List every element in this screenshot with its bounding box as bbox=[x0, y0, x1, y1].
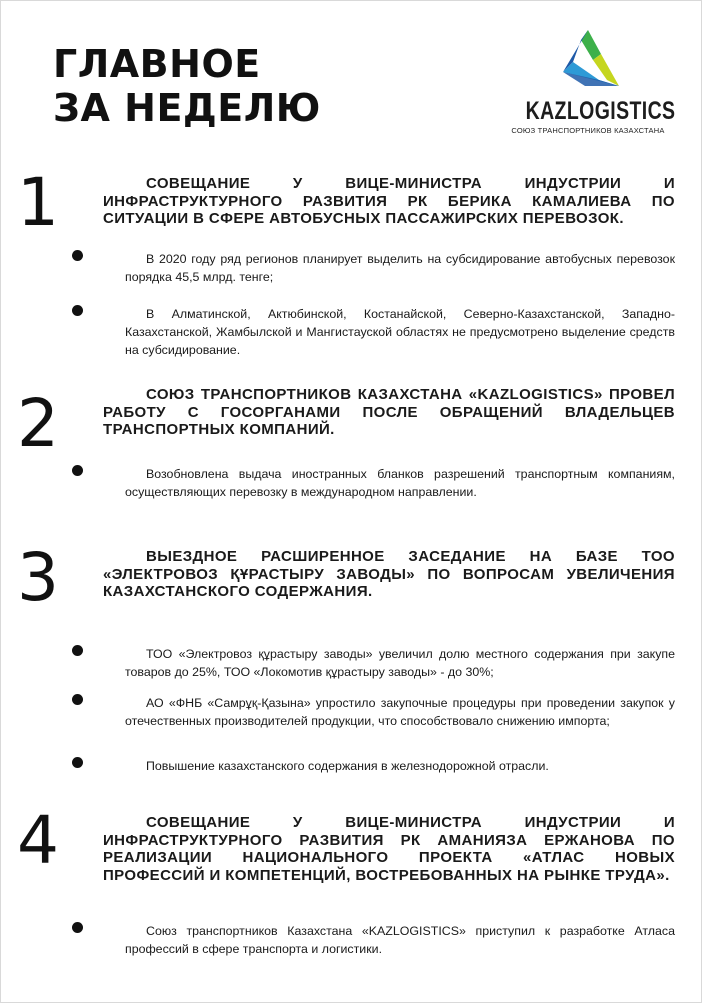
kazlogistics-logo bbox=[508, 28, 676, 135]
page-title bbox=[53, 42, 321, 130]
logo-subtitle: СОЮЗ ТРАНСПОРТНИКОВ КАЗАХСТАНА bbox=[511, 126, 665, 135]
logo-triangle-icon bbox=[555, 28, 621, 90]
bullet-dot-icon bbox=[72, 757, 83, 768]
section-4-heading: СОВЕЩАНИЕ У ВИЦЕ-МИНИСТРА ИНДУСТРИИ И ИНФРАСТРУКТУРНОГО РАЗВИТИЯ РК АМАНИЯЗА ЕРЖАНОВА ПО РЕАЛИЗАЦИИ НАЦИОНАЛЬНОГО ПРОЕКТА «АТЛАС НОВЫХ ПРОФЕССИЙ И КОМПЕТЕНЦИЙ, ВОСТРЕБОВАННЫХ НА РЫНКЕ ТРУДА». bbox=[103, 814, 675, 884]
section-1-bullet-2-text: В Алматинской, Актюбинской, Костанайской, Северно-Казахстанской, Западно-Казахстанской, Жамбылской и Мангистауской областях не предусмотрено выделение средств на субсидирование. bbox=[125, 307, 675, 357]
section-2-heading: СОЮЗ ТРАНСПОРТНИКОВ КАЗАХСТАНА «KAZLOGISTICS» ПРОВЕЛ РАБОТУ С ГОСОРГАНАМИ ПОСЛЕ ОБРАЩЕНИЙ ВЛАДЕЛЬЦЕВ ТРАНСПОРТНЫХ КОМПАНИЙ. bbox=[103, 386, 675, 438]
section-2-bullet-1-text: Возобновлена выдача иностранных бланков разрешений транспортным компаниям, осуществляющих перевозку в международном направлении. bbox=[125, 467, 675, 499]
section-4-number: 4 bbox=[17, 802, 59, 879]
section-1-bullet-1-text: В 2020 году ряд регионов планирует выделить на субсидирование автобусных перевозок порядка 45,5 млрд. тенге; bbox=[125, 252, 675, 284]
page-title-line-2: ЗА НЕДЕЛЮ bbox=[53, 86, 321, 130]
logo-brand-name: KAZLOGISTICS bbox=[525, 97, 676, 125]
section-3-bullet-1 bbox=[72, 645, 675, 681]
bullet-dot-icon bbox=[72, 250, 83, 261]
page-title-line-1: ГЛАВНОЕ bbox=[53, 42, 261, 86]
section-1-bullet-1 bbox=[72, 250, 675, 286]
section-3-heading: ВЫЕЗДНОЕ РАСШИРЕННОЕ ЗАСЕДАНИЕ НА БАЗЕ ТОО «ЭЛЕКТРОВОЗ ҚҰРАСТЫРУ ЗАВОДЫ» ПО ВОПРОСАМ УВЕЛИЧЕНИЯ КАЗАХСТАНСКОГО СОДЕРЖАНИЯ. bbox=[103, 548, 675, 600]
section-3-bullet-2 bbox=[72, 694, 675, 730]
section-3-bullet-3-text: Повышение казахстанского содержания в железнодорожной отрасли. bbox=[146, 759, 549, 773]
section-1-number: 1 bbox=[17, 164, 59, 241]
section-1-heading: СОВЕЩАНИЕ У ВИЦЕ-МИНИСТРА ИНДУСТРИИ И ИНФРАСТРУКТУРНОГО РАЗВИТИЯ РК БЕРИКА КАМАЛИЕВА ПО СИТУАЦИИ В СФЕРЕ АВТОБУСНЫХ ПАССАЖИРСКИХ ПЕРЕВОЗОК. bbox=[103, 175, 675, 227]
section-4-bullet-1 bbox=[72, 922, 675, 958]
section-3-bullet-1-text: ТОО «Электровоз құрастыру заводы» увеличил долю местного содержания при закупе товаров до 25%, ТОО «Локомотив құрастыру заводы» - до 30%; bbox=[125, 647, 675, 679]
section-2-number: 2 bbox=[17, 385, 59, 462]
section-4-bullet-1-text: Союз транспортников Казахстана «KAZLOGISTICS» приступил к разработке Атласа профессий в сфере транспорта и логистики. bbox=[125, 924, 675, 956]
bullet-dot-icon bbox=[72, 922, 83, 933]
bullet-dot-icon bbox=[72, 305, 83, 316]
bullet-dot-icon bbox=[72, 465, 83, 476]
section-3-number: 3 bbox=[17, 539, 59, 616]
section-3-bullet-3 bbox=[72, 757, 675, 775]
section-3-bullet-2-text: АО «ФНБ «Самрұқ-Қазына» упростило закупочные процедуры при проведении закупок у отечественных производителей продукции, что способствовало снижению импорта; bbox=[125, 696, 675, 728]
section-2-bullet-1 bbox=[72, 465, 675, 501]
section-1-bullet-2 bbox=[72, 305, 675, 359]
bullet-dot-icon bbox=[72, 694, 83, 705]
bullet-dot-icon bbox=[72, 645, 83, 656]
